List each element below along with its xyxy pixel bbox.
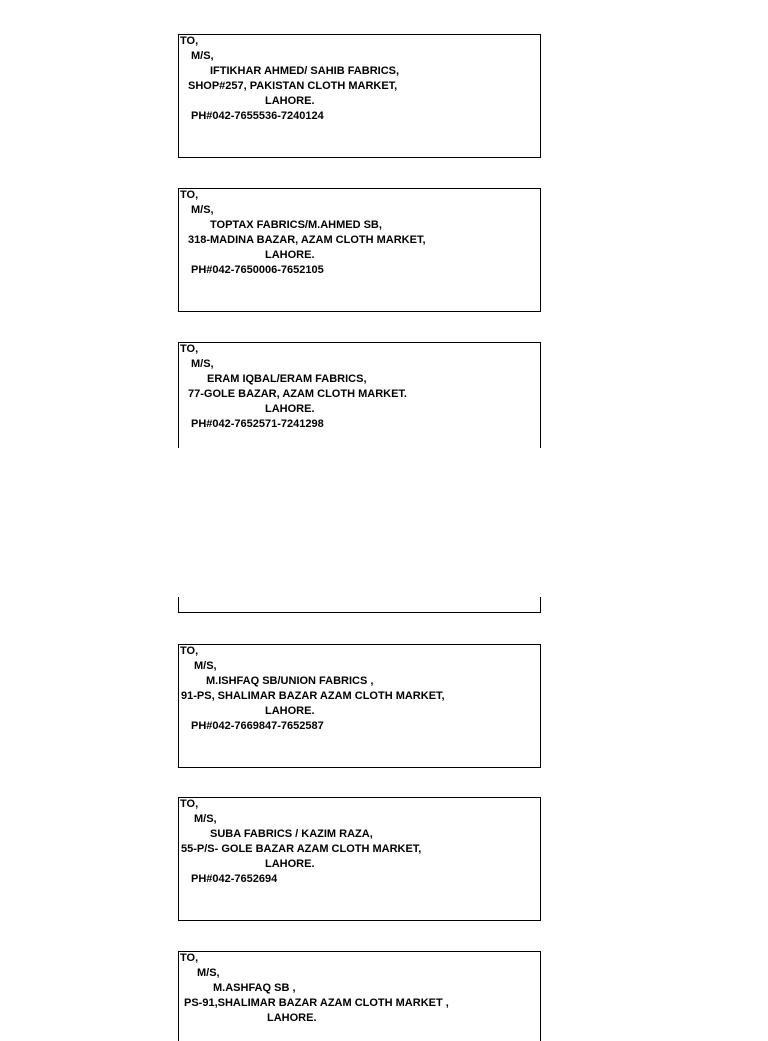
address-card-5 [178, 797, 541, 921]
address-card-6 [178, 951, 541, 1041]
address-card-3 [178, 342, 541, 448]
recipient-city: LAHORE. [267, 1012, 317, 1024]
recipient-address: 55-P/S- GOLE BAZAR AZAM CLOTH MARKET, [181, 843, 422, 855]
recipient-city: LAHORE. [265, 249, 315, 261]
recipient-name: IFTIKHAR AHMED/ SAHIB FABRICS, [210, 65, 400, 77]
address-card-3-bottom [178, 597, 541, 613]
ms-label: M/S, [194, 813, 217, 825]
to-label: TO, [180, 189, 199, 201]
recipient-city: LAHORE. [265, 705, 315, 717]
recipient-address: 318-MADINA BAZAR, AZAM CLOTH MARKET, [188, 234, 426, 246]
ms-label: M/S, [191, 204, 214, 216]
ms-label: M/S, [191, 50, 214, 62]
recipient-name: TOPTAX FABRICS/M.AHMED SB, [210, 219, 382, 231]
recipient-phone: PH#042-7650006-7652105 [191, 264, 324, 276]
recipient-city: LAHORE. [265, 858, 315, 870]
to-label: TO, [180, 952, 199, 964]
ms-label: M/S, [194, 660, 217, 672]
recipient-name: M.ISHFAQ SB/UNION FABRICS , [206, 675, 374, 687]
address-card-2 [178, 188, 541, 312]
recipient-address: PS-91,SHALIMAR BAZAR AZAM CLOTH MARKET , [184, 997, 449, 1009]
recipient-name: ERAM IQBAL/ERAM FABRICS, [207, 373, 367, 385]
address-card-1 [178, 34, 541, 158]
recipient-phone: PH#042-7652694 [191, 873, 278, 885]
to-label: TO, [180, 645, 199, 657]
recipient-city: LAHORE. [265, 403, 315, 415]
ms-label: M/S, [197, 967, 220, 979]
recipient-city: LAHORE. [265, 95, 315, 107]
address-card-4 [178, 644, 541, 768]
to-label: TO, [180, 798, 199, 810]
recipient-address: 91-PS, SHALIMAR BAZAR AZAM CLOTH MARKET, [181, 690, 445, 702]
ms-label: M/S, [191, 358, 214, 370]
recipient-phone: PH#042-7655536-7240124 [191, 110, 324, 122]
recipient-name: M.ASHFAQ SB , [213, 982, 296, 994]
recipient-name: SUBA FABRICS / KAZIM RAZA, [210, 828, 373, 840]
to-label: TO, [180, 343, 199, 355]
recipient-phone: PH#042-7669847-7652587 [191, 720, 324, 732]
recipient-phone: PH#042-7652571-7241298 [191, 418, 324, 430]
recipient-address: 77-GOLE BAZAR, AZAM CLOTH MARKET. [188, 388, 407, 400]
to-label: TO, [180, 35, 199, 47]
recipient-address: SHOP#257, PAKISTAN CLOTH MARKET, [188, 80, 398, 92]
